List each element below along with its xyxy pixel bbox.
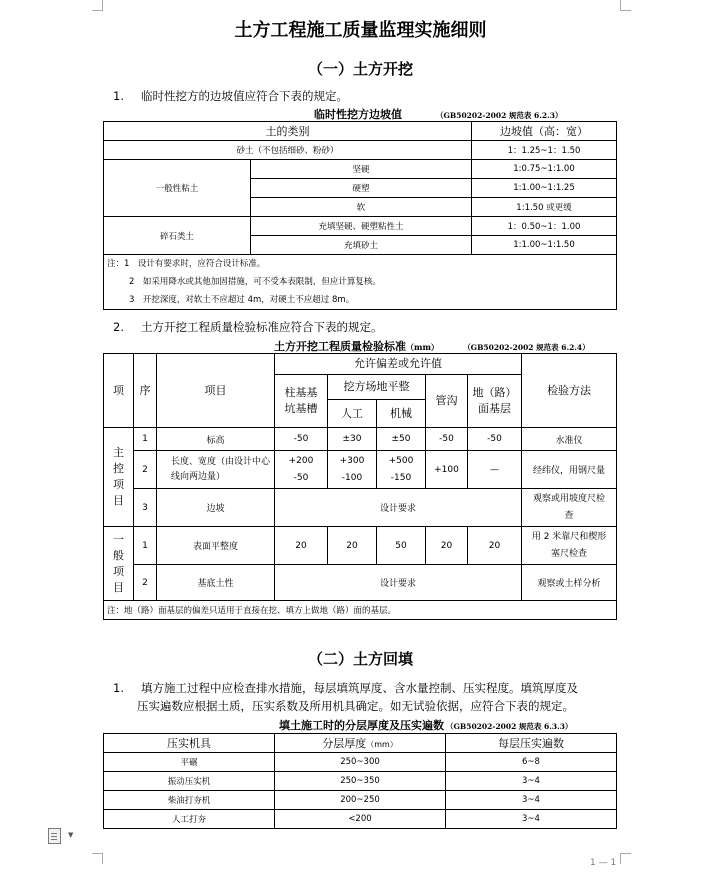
table2-unit: （mm） <box>406 342 439 352</box>
header-pit: 柱基基坑基槽 <box>275 375 328 428</box>
table3-title: 填土施工时的分层厚度及压实遍数 <box>279 719 444 732</box>
group-main-control: 主控项目 <box>104 428 134 527</box>
note-line: 2 如采用降水或其他加固措施，可不受本表限制，但应计算复核。 <box>129 277 381 287</box>
header-thickness <box>275 734 446 753</box>
cell-method: 经纬仪，用钢尺量 <box>522 451 617 489</box>
table-row <box>104 141 617 160</box>
doc-title: 土方工程施工质量监理实施细则 <box>234 20 487 41</box>
section2-item1 <box>113 679 623 715</box>
item-text: 临时性挖方的边坡值应符合下表的规定。 <box>141 89 348 103</box>
cell-subtype: 充填坚硬、硬塑粘性土 <box>251 217 472 236</box>
table-row <box>104 489 617 527</box>
cell-machine: 人工打夯 <box>104 810 275 829</box>
table-row <box>104 451 617 489</box>
cell-manual: ±30 <box>328 428 377 451</box>
cell-machine: 平碾 <box>104 753 275 772</box>
cell-subtype: 硬塑 <box>251 179 472 198</box>
table3-caption <box>279 717 572 733</box>
table-row <box>104 160 617 179</box>
header-ditch: 管沟 <box>426 375 468 428</box>
table1-caption <box>314 106 562 122</box>
cell-seq: 1 <box>134 527 157 565</box>
cell-subtype: 软 <box>251 198 472 217</box>
header-machine: 机械 <box>377 400 426 428</box>
cell-machine: +500 -150 <box>377 451 426 489</box>
cell-project: 边坡 <box>157 489 275 527</box>
table-row <box>104 810 617 829</box>
cell-soil: 砂土（不包括细砂、粉砂） <box>104 141 472 160</box>
table1-title: 临时性挖方边坡值 <box>314 108 402 121</box>
header-road: 地（路）面基层 <box>468 375 522 428</box>
header-method: 检验方法 <box>522 354 617 428</box>
cell-passes: 3~4 <box>446 810 617 829</box>
group-general: 一般项目 <box>104 527 134 601</box>
table-row <box>104 772 617 791</box>
note-line: 注：1 设计有要求时，应符合设计标准。 <box>107 259 266 269</box>
cell-seq: 2 <box>134 565 157 601</box>
section2-heading: （二）土方回填 <box>307 650 413 668</box>
cell-slope: 1：0.50~1：1.00 <box>472 217 617 236</box>
cell-slope: 1：1.25~1：1.50 <box>472 141 617 160</box>
header-seq: 序 <box>134 354 157 428</box>
cell-slope: 1:1.00~1:1.25 <box>472 179 617 198</box>
cell-thickness: <200 <box>275 810 446 829</box>
cell-thickness: 200~250 <box>275 791 446 810</box>
table-note: 注：地（路）面基层的偏差只适用于直接在挖、填方上做地（路）面的基层。 <box>104 601 617 620</box>
header-slope: 边坡值（高：宽） <box>472 122 617 141</box>
crop-mark-bottom-left <box>92 853 103 864</box>
table-note <box>104 255 617 310</box>
item-number: 1. <box>113 681 124 695</box>
cell-pit: +200 -50 <box>275 451 328 489</box>
table-row <box>104 753 617 772</box>
table3-standard: （GB50202-2002 规范表 6.3.3） <box>446 722 573 731</box>
table3-fill-layers <box>103 733 617 829</box>
table1-slope-values <box>103 121 617 310</box>
header-manual: 人工 <box>328 400 377 428</box>
cell-soil: 一般性粘土 <box>104 160 251 217</box>
cell-slope: 1:1.50 或更缓 <box>472 198 617 217</box>
item-text: 压实遍数应根据土质，压实系数及所用机具确定。如无试验依据，应符合下表的规定。 <box>137 699 574 713</box>
cell-road: — <box>468 451 522 489</box>
cell-passes: 3~4 <box>446 772 617 791</box>
cell-ditch: +100 <box>426 451 468 489</box>
cell-design-requirement: 设计要求 <box>275 565 522 601</box>
cell-thickness: 250~350 <box>275 772 446 791</box>
table2-caption <box>274 338 590 354</box>
item-text: 填方施工过程中应检查排水措施，每层填筑厚度、含水量控制、压实程度。填筑厚度及 <box>141 681 578 695</box>
note-line: 3 开挖深度，对软土不应超过 4m，对硬土不应超过 8m。 <box>129 295 355 305</box>
table-header-row <box>104 122 617 141</box>
table2-title: 土方开挖工程质量检验标准 <box>274 340 406 353</box>
cell-soil: 碎石类土 <box>104 217 251 255</box>
table-row <box>104 428 617 451</box>
cell-road: -50 <box>468 428 522 451</box>
cell-passes: 3~4 <box>446 791 617 810</box>
cell-subtype: 充填砂土 <box>251 236 472 255</box>
table1-standard: （GB50202-2002 规范表 6.2.3） <box>436 111 563 120</box>
header-allowance: 允许偏差或允许值 <box>275 354 522 375</box>
cell-passes: 6~8 <box>446 753 617 772</box>
header-category: 项 <box>104 354 134 428</box>
table-note-row <box>104 601 617 620</box>
cell-manual: 20 <box>328 527 377 565</box>
table-header-row <box>104 354 617 375</box>
cell-subtype: 坚硬 <box>251 160 472 179</box>
cell-machine: 柴油打夯机 <box>104 791 275 810</box>
page-number: 1 — 1 <box>590 858 617 868</box>
table-note-row <box>104 255 617 310</box>
section1-heading: （一）土方开挖 <box>307 60 413 78</box>
table-header-row <box>104 734 617 753</box>
cell-ditch: 20 <box>426 527 468 565</box>
cell-pit: 20 <box>275 527 328 565</box>
cell-design-requirement: 设计要求 <box>275 489 522 527</box>
cell-project: 表面平整度 <box>157 527 275 565</box>
cell-machine: 振动压实机 <box>104 772 275 791</box>
cell-thickness: 250~300 <box>275 753 446 772</box>
cell-ditch: -50 <box>426 428 468 451</box>
table-row <box>104 217 617 236</box>
cell-project: 标高 <box>157 428 275 451</box>
header-passes: 每层压实遍数 <box>446 734 617 753</box>
cell-seq: 1 <box>134 428 157 451</box>
cell-pit: -50 <box>275 428 328 451</box>
item-number: 2. <box>113 320 124 334</box>
header-thickness-label: 分层厚度 <box>322 737 367 750</box>
table-row <box>104 791 617 810</box>
cell-project: 长度、宽度（由设计中心线向两边量） <box>157 451 275 489</box>
crop-mark-top-right <box>620 0 631 11</box>
cell-method: 水准仪 <box>522 428 617 451</box>
cell-road: 20 <box>468 527 522 565</box>
item-text: 土方开挖工程质量检验标准应符合下表的规定。 <box>141 320 383 334</box>
item-number: 1. <box>113 89 124 103</box>
crop-mark-top-left <box>92 0 103 11</box>
cell-method: 用 2 米靠尺和楔形塞尺检查 <box>522 527 617 565</box>
cell-method: 观察或土样分析 <box>522 565 617 601</box>
crop-mark-bottom-right <box>620 853 631 864</box>
cell-slope: 1:0.75~1:1.00 <box>472 160 617 179</box>
header-machine: 压实机具 <box>104 734 275 753</box>
cell-machine: ±50 <box>377 428 426 451</box>
cell-project: 基底土性 <box>157 565 275 601</box>
cell-manual: +300 -100 <box>328 451 377 489</box>
section1-item1 <box>113 87 348 105</box>
cell-method: 观察或用坡度尺检查 <box>522 489 617 527</box>
table2-excavation-standard <box>103 353 617 620</box>
header-project: 项目 <box>157 354 275 428</box>
table-row <box>104 565 617 601</box>
cell-slope: 1:1.00~1:1.50 <box>472 236 617 255</box>
document-icon[interactable] <box>48 828 61 844</box>
cell-seq: 3 <box>134 489 157 527</box>
header-soil: 土的类别 <box>104 122 472 141</box>
table-row <box>104 527 617 565</box>
header-thickness-unit: （mm） <box>366 740 398 749</box>
cell-seq: 2 <box>134 451 157 489</box>
cell-machine: 50 <box>377 527 426 565</box>
header-site: 挖方场地平整 <box>328 375 426 400</box>
chevron-down-icon[interactable]: ▼ <box>68 831 74 839</box>
section1-item2 <box>113 318 383 336</box>
table2-standard: （GB50202-2002 规范表 6.2.4） <box>466 343 590 352</box>
